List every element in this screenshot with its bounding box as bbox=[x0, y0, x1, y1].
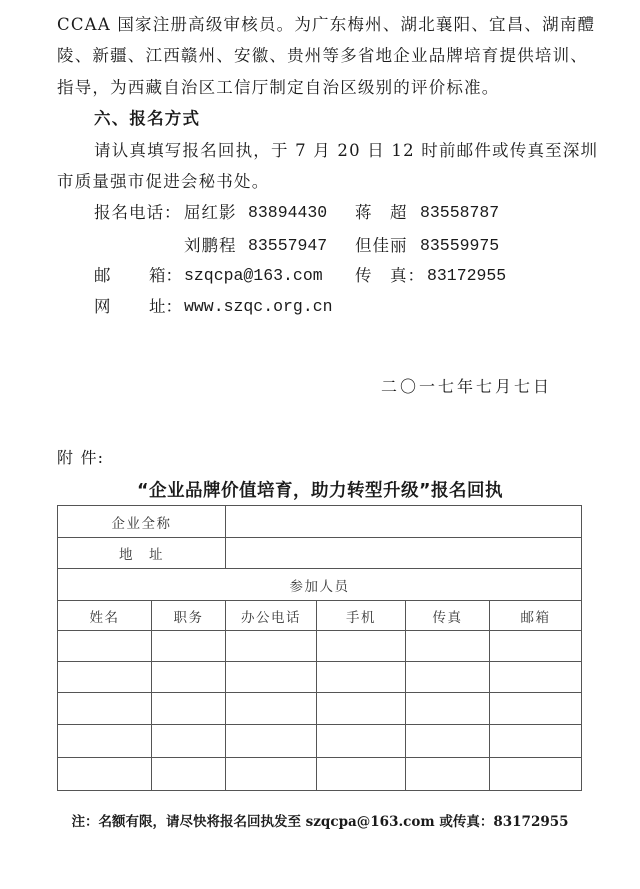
table-cell[interactable] bbox=[226, 758, 317, 791]
table-cell[interactable] bbox=[490, 693, 582, 725]
table-cell[interactable] bbox=[317, 693, 406, 725]
table-cell[interactable] bbox=[490, 725, 582, 758]
column-header-email: 邮箱 bbox=[490, 601, 582, 631]
table-cell[interactable] bbox=[152, 631, 226, 662]
table-cell[interactable] bbox=[58, 662, 152, 693]
contact-name: 屈红影 bbox=[184, 203, 237, 222]
fax-label: 传 真： bbox=[355, 266, 425, 285]
table-cell[interactable] bbox=[406, 693, 490, 725]
table-cell[interactable] bbox=[317, 662, 406, 693]
table-row bbox=[58, 758, 582, 791]
table-cell[interactable] bbox=[226, 631, 317, 662]
contact-phone: 83558787 bbox=[420, 203, 500, 222]
email-link[interactable]: szqcpa@163.com bbox=[184, 266, 323, 285]
table-cell[interactable] bbox=[226, 725, 317, 758]
table-cell[interactable] bbox=[152, 725, 226, 758]
website-label: 址： bbox=[149, 297, 182, 316]
table-cell[interactable] bbox=[152, 758, 226, 791]
paragraph-line: 陵、新疆、江西赣州、安徽、贵州等多省地企业品牌培育提供培训、 bbox=[57, 46, 588, 65]
contact-phone: 83559975 bbox=[420, 236, 500, 255]
company-input[interactable] bbox=[226, 506, 582, 538]
body-line: 市质量强市促进会秘书处。 bbox=[57, 172, 270, 191]
table-cell[interactable] bbox=[490, 758, 582, 791]
table-cell[interactable] bbox=[226, 693, 317, 725]
table-cell[interactable] bbox=[406, 662, 490, 693]
table-row bbox=[58, 725, 582, 758]
table-cell[interactable] bbox=[226, 662, 317, 693]
table-cell[interactable] bbox=[58, 631, 152, 662]
company-label: 企业全称 bbox=[58, 506, 226, 538]
form-title: “企业品牌价值培育，助力转型升级”报名回执 bbox=[136, 481, 503, 501]
table-row bbox=[58, 693, 582, 725]
body-line: 请认真填写报名回执，于 7 月 20 日 12 时前邮件或传真至深圳 bbox=[94, 141, 599, 160]
phone-label: 报名电话： bbox=[94, 203, 182, 222]
contact-phone: 83557947 bbox=[248, 236, 328, 255]
website-label: 网 bbox=[94, 297, 111, 316]
column-header-name: 姓名 bbox=[58, 601, 152, 631]
table-cell[interactable] bbox=[58, 725, 152, 758]
company-row bbox=[58, 506, 582, 538]
email-label: 箱： bbox=[149, 266, 182, 285]
table-cell[interactable] bbox=[406, 758, 490, 791]
contact-name: 刘鹏程 bbox=[184, 236, 237, 255]
table-cell[interactable] bbox=[317, 725, 406, 758]
table-row bbox=[58, 662, 582, 693]
paragraph-line: 指导，为西藏自治区工信厅制定自治区级别的评价标准。 bbox=[57, 78, 500, 97]
header-row bbox=[58, 601, 582, 631]
table-cell[interactable] bbox=[152, 662, 226, 693]
participants-row bbox=[58, 569, 582, 601]
contact-name: 蒋 超 bbox=[355, 203, 408, 222]
table-cell[interactable] bbox=[317, 631, 406, 662]
document-date: 二〇一七年七月七日 bbox=[381, 377, 553, 396]
footer-note: 注：名额有限，请尽快将报名回执发至 szqcpa@163.com 或传真：83172955 bbox=[71, 814, 569, 830]
column-header-office-phone: 办公电话 bbox=[226, 601, 317, 631]
address-row bbox=[58, 538, 582, 569]
website-link[interactable]: www.szqc.org.cn bbox=[184, 297, 333, 316]
fax-number: 83172955 bbox=[427, 266, 507, 285]
column-header-title: 职务 bbox=[152, 601, 226, 631]
contact-name: 但佳丽 bbox=[355, 236, 408, 255]
section-heading: 六、报名方式 bbox=[94, 109, 201, 128]
attachment-label: 附 件: bbox=[57, 448, 105, 467]
table-cell[interactable] bbox=[58, 693, 152, 725]
table-cell[interactable] bbox=[152, 693, 226, 725]
table-row bbox=[58, 631, 582, 662]
address-input[interactable] bbox=[226, 538, 582, 569]
paragraph-line: CCAA 国家注册高级审核员。为广东梅州、湖北襄阳、宜昌、湖南醴 bbox=[57, 15, 596, 34]
table-cell[interactable] bbox=[490, 662, 582, 693]
table-cell[interactable] bbox=[58, 758, 152, 791]
registration-form-table bbox=[57, 505, 582, 791]
email-label: 邮 bbox=[94, 266, 111, 285]
contact-phone: 83894430 bbox=[248, 203, 328, 222]
table-cell[interactable] bbox=[406, 631, 490, 662]
address-label: 地 址 bbox=[58, 538, 226, 569]
table-cell[interactable] bbox=[490, 631, 582, 662]
table-cell[interactable] bbox=[406, 725, 490, 758]
column-header-fax: 传真 bbox=[406, 601, 490, 631]
participants-label: 参加人员 bbox=[58, 569, 582, 601]
table-cell[interactable] bbox=[317, 758, 406, 791]
column-header-mobile: 手机 bbox=[317, 601, 406, 631]
